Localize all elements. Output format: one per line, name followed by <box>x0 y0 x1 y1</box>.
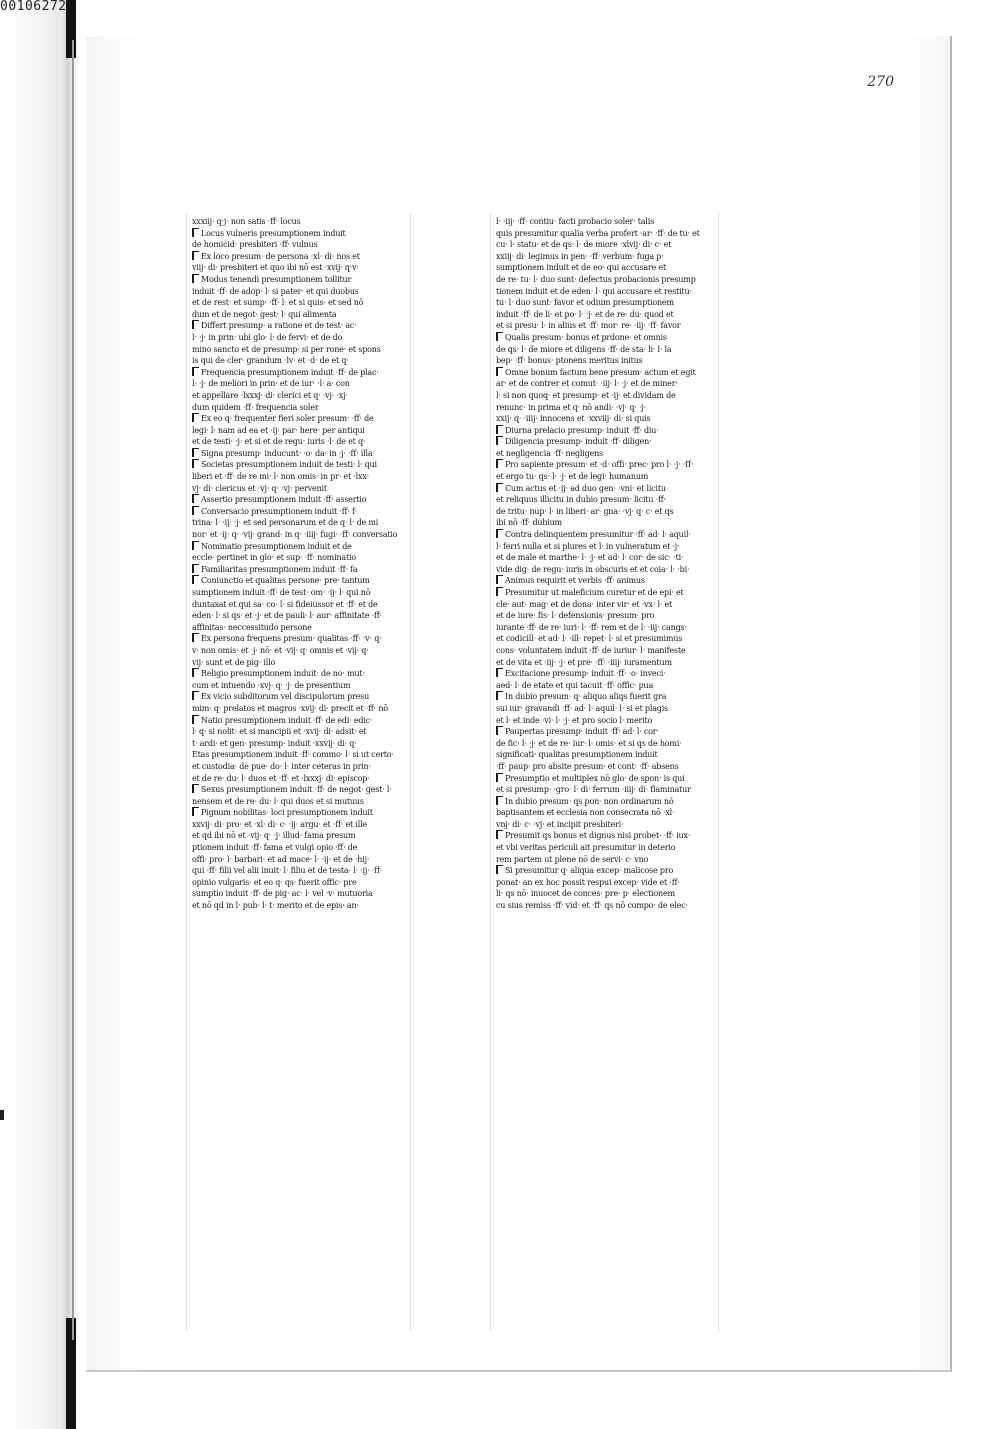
left-column-line: nensem et de re· du· l· qui duos et si mutuus <box>192 796 364 806</box>
right-column-line: et negligencia ·ff· negligens <box>496 448 603 458</box>
right-column-line: Diligencia presump· induit ·ff· diligen· <box>496 436 714 448</box>
right-column-line: ibi nō ·ff· dubium <box>496 518 562 528</box>
right-column-line: cu· l· statu· et de qs· l· de miore ·xlvij· di· c· et <box>496 240 672 250</box>
right-column-line: l· si non quoq· et presump· et ·ij· et dividam de <box>496 390 676 400</box>
right-column-line: Paupertas presump· induit ·ff· ad· l· cor· <box>496 726 714 738</box>
right-column-line: ponat· an ex hoc possit respui excep· vide et ·ff· <box>496 877 680 887</box>
left-column-line: Ex eo q· frequenter fieri soler presum· ·ff· de <box>192 413 406 425</box>
left-column-line: eden· l· si qs· et ·j· et de pauli· l· aur· affinitate ·ff· <box>192 611 382 621</box>
left-column-line: liberi et ·ff· de re mi· l· non omis· in pr· et ·lxx· <box>192 472 369 482</box>
left-page-gutter <box>0 0 78 1429</box>
right-column-line: iurante ·ff· de re· iuri· l· ·ff· rem et de l· ·iij· cangs· <box>496 622 687 632</box>
left-column-line: xxxiij· q·j· non satis ·ff· locus <box>192 217 301 226</box>
right-column-line: aed· l· de etate et qui tacuit ·ff· offic· pua <box>496 680 654 690</box>
right-column-line: tu· l· duo sunt· favor et odium presumptionem <box>496 298 674 308</box>
left-column-line: Religio presumptionem induit· de no· mut· <box>192 668 406 680</box>
folio-page <box>86 36 952 1372</box>
right-column-line: l· ferri nulla et si plures et l· in vulneratum et ·j· <box>496 541 680 551</box>
left-column-line: affinitas· neccessitudo persone <box>192 622 312 632</box>
left-column-line: sumptio induit ·ff· de pig· ac· l· vel ·v· mutuoria <box>192 889 373 899</box>
left-column-line: Ex persona frequens presum· qualitas ·ff· ·v· q· <box>192 633 406 645</box>
left-column-line: Etas presumptionem induit ·ff· commo· l· si ut certo· <box>192 750 394 760</box>
column-rule-right-end <box>718 212 719 1332</box>
left-column-line: Assertio presumptionem induit ·ff· assertio <box>192 494 406 506</box>
right-column-line: bep· ·ff· bonus· ptonens meritus initus <box>496 356 643 366</box>
right-column-line: xxiij· di· legimus in pen· ·ff· verbum· fuga p· <box>496 251 664 261</box>
right-column-line: Cum actus et ·ij· ad duo gen· ·vni· et licitu <box>496 483 714 495</box>
right-column-line: quis presumitur qualia verba profert ·ar· ·ff· de tu· et <box>496 228 700 238</box>
text-column-right <box>496 216 714 912</box>
column-rule-left <box>186 212 187 1332</box>
text-column-left <box>192 216 406 912</box>
left-column-line: vij· sunt et de pig· illo <box>192 657 276 667</box>
right-column-line: cle· aut· mag· et de dona· inter vir· et ·vx· l· et <box>496 599 673 609</box>
left-column-line: dum quidem ·ff· frequencia soler <box>192 402 319 412</box>
right-column-line: Diurna prelacio presump· induit ·ff· diu· <box>496 425 714 437</box>
right-column-line: cu sius remiss ·ff· vid· et ·ff· qs nō compo· de elec· <box>496 901 688 911</box>
left-column-line: Signa presump· inducunt· ·o· da· in ·j· ·ff· illa <box>192 448 406 460</box>
right-column-line: vnj· di· c· ·vj· et incipit presbiteri· <box>496 819 624 829</box>
left-column-line: Modus tenendi presumptionem tollitur <box>192 274 406 286</box>
right-column-line: tionem induit et de eden· l· qui accusare et restitu· <box>496 286 692 296</box>
binding-strip-top <box>66 0 76 58</box>
right-column-line: de tritu· nup· l· in liberi· ar· gna· ·vj· q· c· et qs <box>496 506 674 516</box>
right-column-line: Animus requirit et verbis ·ff· animus <box>496 575 714 587</box>
left-column-line: Ex loco presum· de persona ·xl· di· nos et <box>192 251 406 263</box>
right-column-line: et de vita et ·iij· ·j· et pre· ·ff· ·iiij· iuramentum <box>496 657 672 667</box>
right-column-line: sumptionem induit et de eo· qui accusare et <box>496 263 666 273</box>
right-column-line: Si presumitur q· aliqua excep· malicose pro <box>496 865 714 877</box>
right-column-line: Omne bonum factum bene presum· actum et egit <box>496 367 714 379</box>
right-column-line: Excitacione presump· induit ·ff· ·o· inveci· <box>496 668 714 680</box>
left-column-line: mim· q· prelatos et magros ·xvij· di· precit et ·ff· nō <box>192 703 388 713</box>
right-column-line: et si presu· l· in alius et ·ff· mor· re· ·iij· ·ff· favor <box>496 321 681 331</box>
left-column-line: vj· di· clericus et ·vj· q· ·vj· pervenit <box>192 483 327 493</box>
right-column-line: et ergo tu· qs· l· ·j· et de legi· humanum <box>496 472 649 482</box>
left-column-line: t· ardi· et gen· presump· induit ·xxvij· di· q· <box>192 738 357 748</box>
left-column-line: mino sancto et de presump· si per rone· et spons <box>192 344 381 354</box>
left-column-line: nor· et ·ij· q· ·vij· grand· in q· ·iiij· fugi· ·ff· conversatio <box>192 530 398 540</box>
right-column-line: et l· et inde ·vi· l· ·j· et pro socio l· merito <box>496 715 653 725</box>
folio-number: 270 <box>867 74 894 90</box>
left-column-line: trina· l· ·ij· ·j· et sed personarum et de q· l· de mi <box>192 518 379 528</box>
left-column-line: et de re· du· l· duos et ·ff· et ·lxxxj· di· episcop· <box>192 773 370 783</box>
left-column-line: et de rest· et sump· ·ff· l· et si quis· et sed nō <box>192 298 364 308</box>
binding-strip-bottom <box>66 1318 76 1429</box>
left-column-line: Locus vulneris presumptionem induit <box>192 228 406 240</box>
left-column-line: Coniunctio et qualitas persone· pre· tantum <box>192 575 406 587</box>
left-column-line: Differt presump· a ratione et de test· ac· <box>192 320 406 332</box>
column-rule-middle <box>410 212 411 1332</box>
left-column-line: sumptionem induit ·ff· de test· om· ·ij· l· qui nō <box>192 588 371 597</box>
left-column-line: Frequencia presumptionem induit ·ff· de plac· <box>192 367 406 379</box>
right-column-line: In dubio presum· qs pon· non ordinarum nō <box>496 796 714 808</box>
left-column-line: cum et intuendo ·xvj· q· ·j· de presentium <box>192 680 351 690</box>
left-column-line: et de testi· ·j· et si et de regu· iuris ·l· de et q· <box>192 437 366 447</box>
left-column-line: ptionem induit ·ff· fama et vulgi opio ·ff· de <box>192 843 358 853</box>
right-column-line: de qs· l· de miore et diligens ·ff· de sta· li· l· la <box>496 344 672 354</box>
right-column-line: significati· qualitas presumptionem induit <box>496 750 658 760</box>
right-column-line: de fic· l· ·j· et de re· iur· l· omis· et si qs de homi· <box>496 738 682 748</box>
right-column-line: vide dig· de regu· iuris in obscuris et et coia· l· ·bi· <box>496 564 690 574</box>
right-column-line: ar· et de contrer et comut· ·iij· l· ·j· et de miner· <box>496 379 678 389</box>
left-column-line: offi· pro· l· barbari· et ad mace· l· ·ij· et de ·hij· <box>192 854 370 864</box>
left-column-line: is qui de cler· grandum ·lv· et ·d· de et q· <box>192 356 349 366</box>
gutter-fold-line <box>72 40 74 1340</box>
left-column-line: l· ·j· de meliori in prin· et de iur· ·l· a· con <box>192 379 350 389</box>
right-column-line: sui iur· gravandi ·ff· ad· l· aquil· l· si et plagis <box>496 703 668 713</box>
left-column-line: Sexus presumptionem induit ·ff· de negot· gest· l· <box>192 784 406 796</box>
right-column-line: et codicill· et ad· l· ·ill· repet· l· si et presumimus <box>496 634 683 644</box>
right-column-line: Presumitur ut maleficium curetur et de epi· et <box>496 587 714 599</box>
left-column-line: opinio vulgaris· et eo q· qs· fuerit offic· pre <box>192 877 357 887</box>
column-rule-right-start <box>490 212 491 1332</box>
right-column-line: et vbi veritas periculi ait presumitur in deterio <box>496 843 676 853</box>
right-column-line: Pro sapiente presum· et ·d· offi· prec· pro l· ·j· ·ff· <box>496 459 714 471</box>
left-column-line: dum et de negot· gest· l· qui alimenta <box>192 309 337 319</box>
left-column-line: xxvij· di· pro· et ·xl· di· c· ·ij· argu· et ·ff· et ille <box>192 819 367 829</box>
scan-identifier: 00106272 <box>0 0 67 14</box>
left-column-line: Familiaritas presumptionem induit ·ff· fa <box>192 564 406 576</box>
right-column-line: et de male et marthe· l· ·j· et ad· l· cor· de sic· ·ti· <box>496 553 684 563</box>
right-column-line: ·ff· paup· pro absite presum· et cont· ·ff· absens <box>496 761 679 771</box>
left-column-line: et qd ibi nō et ·vij· q· ·j· illud· fama presum <box>192 831 356 841</box>
left-column-line: Nominatio presumptionem induit et de <box>192 541 406 553</box>
right-column-line: xxij· q· ·iiij· innocens et ·xxviij· di· si quis <box>496 414 651 424</box>
right-column-line: li· qs nō· inuocet de conces· pre· p· electionem <box>496 889 675 899</box>
left-column-line: de homicid· presbiteri ·ff· vulnus <box>192 240 318 250</box>
right-column-line: rem partem ut plene nō de servi· c· vno <box>496 854 649 864</box>
left-column-line: qui ·ff· filii vel alii inuit· l· filiu et de testa· l· ·ij· ·ff· <box>192 866 383 876</box>
right-column-line: et si presump· ·gro· l· di· ferrum ·iiij· di· flaminatur <box>496 785 691 795</box>
right-column-line: renunc· in prima et q· nō andi· ·vj· q· ·j· <box>496 402 646 412</box>
right-column-line: et de iure· fis· l· defensionis· presum· pro <box>496 611 655 621</box>
right-column-line: Presumptio et multiplex nō glo· de spon· is qui <box>496 773 714 785</box>
left-column-line: l· q· si nolit· et si mancipii et ·xvij· di· adsit· et <box>192 727 367 737</box>
left-column-line: Societas presumptionem induit de testi· l· qui <box>192 459 406 471</box>
left-column-line: et nō qd in l· pub· l· t· merito et de epis· an· <box>192 901 359 911</box>
right-column-line: l· ·iij· ·ff· contiu· facti probacio soler· talis <box>496 217 654 226</box>
right-column-line: baptisantem et ecclesia non consecrata nō ·xl· <box>496 808 675 818</box>
right-column-line: et reliquus illicitu in dubio presum· licitu ·ff· <box>496 495 666 505</box>
left-column-line: induit ·ff· de adop· l· si pater· et qui duobus <box>192 286 359 296</box>
left-column-line: duntaxat et qui sa· co· l· si fideiussor et ·ff· et de <box>192 599 378 609</box>
left-column-line: Pignum nobilitas· loci presumptionem induit <box>192 807 406 819</box>
left-column-line: Ex vicio subditorum vel discipulorum presu <box>192 691 406 703</box>
left-column-line: viij· di· presbiteri et quo ibi nō est ·xvij· q·v· <box>192 263 359 273</box>
left-column-line: eccle· pertinet in glo· et sup· ·ff· nominatio <box>192 553 356 563</box>
left-column-line: l· ·j· in prin· ubi glo· l· de fervi· et de do <box>192 332 343 342</box>
right-column-line: Qualis presum· bonus et prdone· et omnis <box>496 332 714 344</box>
right-column-line: In dubio presum· q· aliquo aliqs fuerit gra <box>496 691 714 703</box>
left-column-line: et custodia· de pue· do· l· inter ceteras in prin· <box>192 761 371 771</box>
right-column-line: de re· tu· l· duo sunt· defectus probacionis presump <box>496 274 696 284</box>
right-column-line: cons· voluntatem induit ·ff· de iuriur· l· manifeste <box>496 645 686 655</box>
left-column-line: Conversacio presumptionem induit ·ff· f· <box>192 506 406 518</box>
left-column-line: v· non omis· et ·j· nō· et ·vij· q· omnis et ·vij· q· <box>192 645 369 655</box>
right-column-line: Presumit qs bonus et dignus nisi probet· ·ff· iux· <box>496 830 714 842</box>
right-column-line: induit ·ff· de li· et po· l· ·j· et de re· du· quod et <box>496 309 674 319</box>
left-page-edge-mark <box>0 1110 4 1120</box>
right-column-line: Contra delinquentem presumitur ·ff· ad· l· aquil· <box>496 529 714 541</box>
left-column-line: et appellare ·lxxxj· di· clerici et q· ·vj· ·xj· <box>192 390 348 400</box>
left-column-line: Natio presumptionem induit ·ff· de edi· edic· <box>192 715 406 727</box>
left-column-line: legi· l· nam ad ea et ·ij· par· here· per antiqui <box>192 425 365 435</box>
